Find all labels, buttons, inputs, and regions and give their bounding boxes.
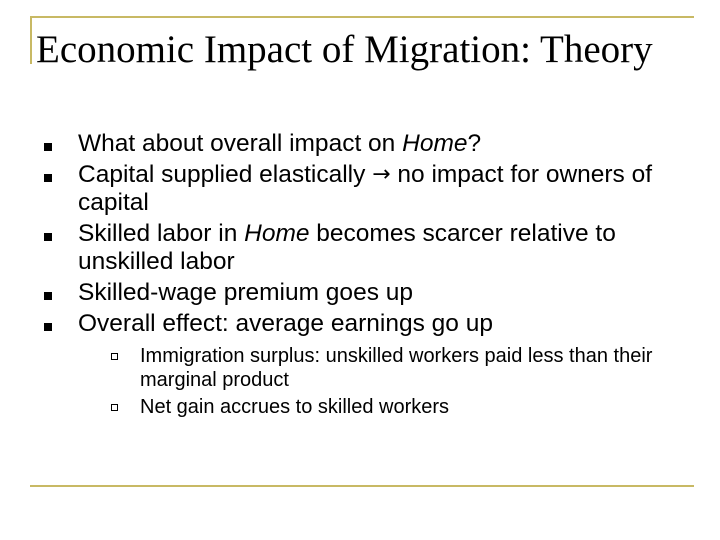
square-bullet-icon xyxy=(44,143,52,151)
sub-bullet-net-gain: Net gain accrues to skilled workers xyxy=(78,395,684,419)
square-bullet-icon xyxy=(44,292,52,300)
bullet-wage-premium: Skilled-wage premium goes up xyxy=(44,279,684,307)
hollow-square-bullet-icon xyxy=(111,353,118,360)
square-bullet-icon xyxy=(44,174,52,182)
bullet-list xyxy=(44,130,684,422)
bullet-overall-impact: What about overall impact on Home? xyxy=(44,130,684,158)
top-rule xyxy=(30,16,694,18)
bullet-overall-effect: Overall effect: average earnings go up Immigration surplus: unskilled workers paid less than their marginal product Net gain accrues to skilled workers xyxy=(44,310,684,419)
slide-title: Economic Impact of Migration: Theory xyxy=(36,28,653,71)
hollow-square-bullet-icon xyxy=(111,404,118,411)
sub-bullet-list xyxy=(78,344,684,419)
right-arrow-icon: → xyxy=(372,162,391,187)
sub-bullet-immigration-surplus: Immigration surplus: unskilled workers paid less than their marginal product xyxy=(78,344,684,392)
bullet-capital: Capital supplied elastically → no impact for owners of capital xyxy=(44,161,684,217)
square-bullet-icon xyxy=(44,233,52,241)
bullet-skilled-labor: Skilled labor in Home becomes scarcer relative to unskilled labor xyxy=(44,220,684,276)
bottom-rule xyxy=(30,485,694,487)
square-bullet-icon xyxy=(44,323,52,331)
left-rule xyxy=(30,16,32,64)
